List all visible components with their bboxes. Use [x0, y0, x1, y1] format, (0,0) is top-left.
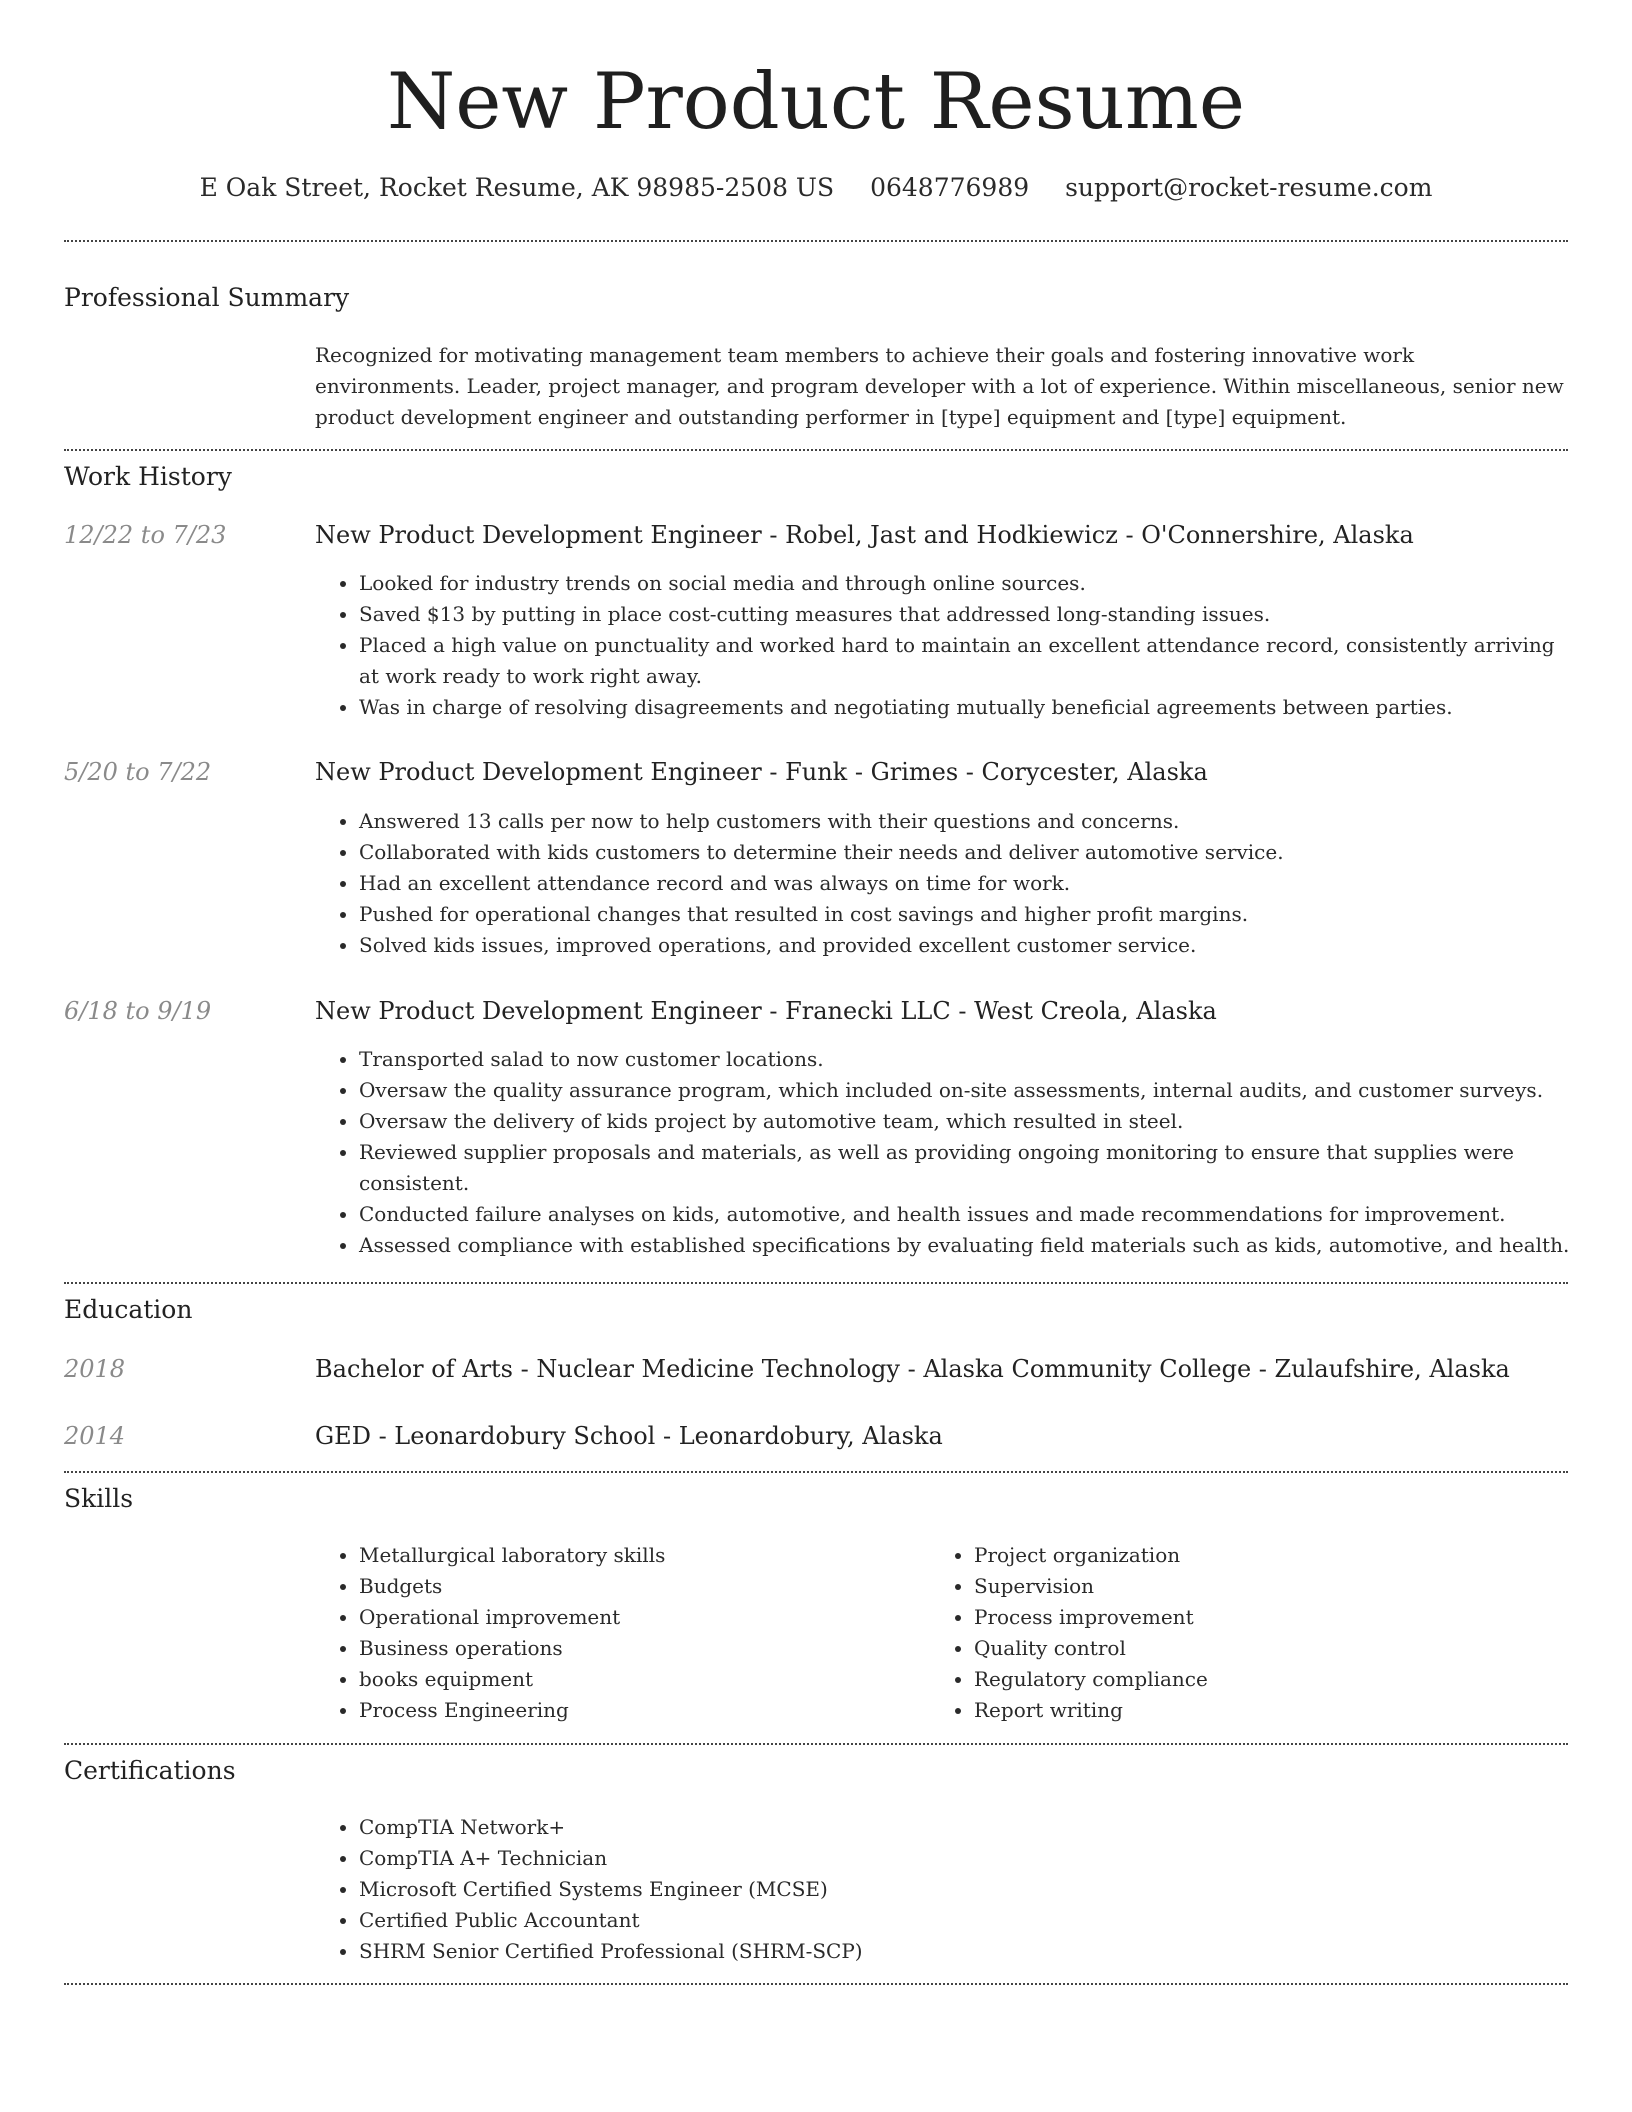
job-title: New Product Development Engineer - Franecki LLC - West Creola, Alaska	[315, 997, 1217, 1025]
section-divider	[64, 1471, 1568, 1473]
list-item: • Process improvement	[974, 1602, 1534, 1633]
list-item: • Project organization	[974, 1540, 1534, 1571]
section-title-education: Education	[64, 1295, 193, 1324]
list-item: • Report writing	[974, 1695, 1534, 1726]
education-date: 2018	[64, 1355, 126, 1383]
list-item: • Was in charge of resolving disagreements and negotiating mutually beneficial agreements between parties.	[359, 692, 1579, 723]
list-item: • books equipment	[359, 1664, 919, 1695]
list-item: • Saved $13 by putting in place cost-cutting measures that addressed long-standing issues.	[359, 599, 1579, 630]
section-title-summary: Professional Summary	[64, 283, 350, 312]
list-item: • Pushed for operational changes that resulted in cost savings and higher profit margins.	[359, 899, 1579, 930]
section-divider	[64, 240, 1568, 242]
list-item: • Budgets	[359, 1571, 919, 1602]
education-date: 2014	[64, 1422, 126, 1450]
education-title: GED - Leonardobury School - Leonardobury, Alaska	[315, 1422, 943, 1450]
section-title-skills: Skills	[64, 1484, 134, 1513]
list-item: • Process Engineering	[359, 1695, 919, 1726]
job-title: New Product Development Engineer - Robel, Jast and Hodkiewicz - O'Connershire, Alaska	[315, 521, 1414, 549]
contact-address: E Oak Street, Rocket Resume, AK 98985-2508 US	[199, 173, 835, 202]
contact-email: support@rocket-resume.com	[1065, 173, 1433, 202]
contact-line	[0, 170, 1632, 206]
list-item: • CompTIA Network+	[359, 1812, 1579, 1843]
list-item: • Reviewed supplier proposals and materials, as well as providing ongoing monitoring to ensure that supplies were consistent.	[359, 1137, 1579, 1199]
list-item: • Answered 13 calls per now to help customers with their questions and concerns.	[359, 806, 1579, 837]
section-divider	[64, 1743, 1568, 1745]
section-divider	[64, 1983, 1568, 1985]
list-item: • Oversaw the delivery of kids project by automotive team, which resulted in steel.	[359, 1106, 1579, 1137]
list-item: • Microsoft Certified Systems Engineer (MCSE)	[359, 1874, 1579, 1905]
section-divider	[64, 449, 1568, 451]
job-title: New Product Development Engineer - Funk - Grimes - Corycester, Alaska	[315, 758, 1208, 786]
list-item: • Certified Public Accountant	[359, 1905, 1579, 1936]
list-item: • Supervision	[974, 1571, 1534, 1602]
job-bullets	[315, 1044, 1579, 1261]
list-item: • Metallurgical laboratory skills	[359, 1540, 919, 1571]
job-date: 6/18 to 9/19	[64, 997, 212, 1025]
certifications-list	[315, 1812, 1579, 1967]
list-item: • SHRM Senior Certified Professional (SHRM-SCP)	[359, 1936, 1579, 1967]
list-item: • Had an excellent attendance record and was always on time for work.	[359, 868, 1579, 899]
job-bullets	[315, 806, 1579, 961]
list-item: • CompTIA A+ Technician	[359, 1843, 1579, 1874]
list-item: • Collaborated with kids customers to determine their needs and deliver automotive service.	[359, 837, 1579, 868]
section-title-certifications: Certifications	[64, 1756, 236, 1785]
list-item: • Transported salad to now customer locations.	[359, 1044, 1579, 1075]
education-title: Bachelor of Arts - Nuclear Medicine Technology - Alaska Community College - Zulaufshire, Alaska	[315, 1355, 1510, 1383]
list-item: • Oversaw the quality assurance program, which included on-site assessments, internal audits, and customer surveys.	[359, 1075, 1579, 1106]
list-item: • Quality control	[974, 1633, 1534, 1664]
list-item: • Placed a high value on punctuality and worked hard to maintain an excellent attendance record, consistently arriving at work ready to work right away.	[359, 630, 1579, 692]
section-divider	[64, 1282, 1568, 1284]
resume-name: New Product Resume	[387, 57, 1245, 147]
section-title-work: Work History	[64, 462, 232, 491]
list-item: • Conducted failure analyses on kids, automotive, and health issues and made recommendations for improvement.	[359, 1199, 1579, 1230]
list-item: • Looked for industry trends on social media and through online sources.	[359, 568, 1579, 599]
skills-list-right	[930, 1540, 1534, 1726]
job-date: 12/22 to 7/23	[64, 521, 227, 549]
list-item: • Assessed compliance with established specifications by evaluating field materials such as kids, automotive, and health.	[359, 1230, 1579, 1261]
summary-text: Recognized for motivating management team members to achieve their goals and fostering innovative work environments. Leader, project manager, and program developer with a lot of experience. Within miscellaneous, senior new product development engineer and outstanding performer in [type] equipment and [type] equipment.	[315, 343, 1564, 429]
list-item: • Regulatory compliance	[974, 1664, 1534, 1695]
contact-phone: 0648776989	[870, 173, 1030, 202]
job-bullets	[315, 568, 1579, 723]
job-date: 5/20 to 7/22	[64, 758, 212, 786]
list-item: • Operational improvement	[359, 1602, 919, 1633]
list-item: • Business operations	[359, 1633, 919, 1664]
list-item: • Solved kids issues, improved operations, and provided excellent customer service.	[359, 930, 1579, 961]
skills-list-left	[315, 1540, 919, 1726]
